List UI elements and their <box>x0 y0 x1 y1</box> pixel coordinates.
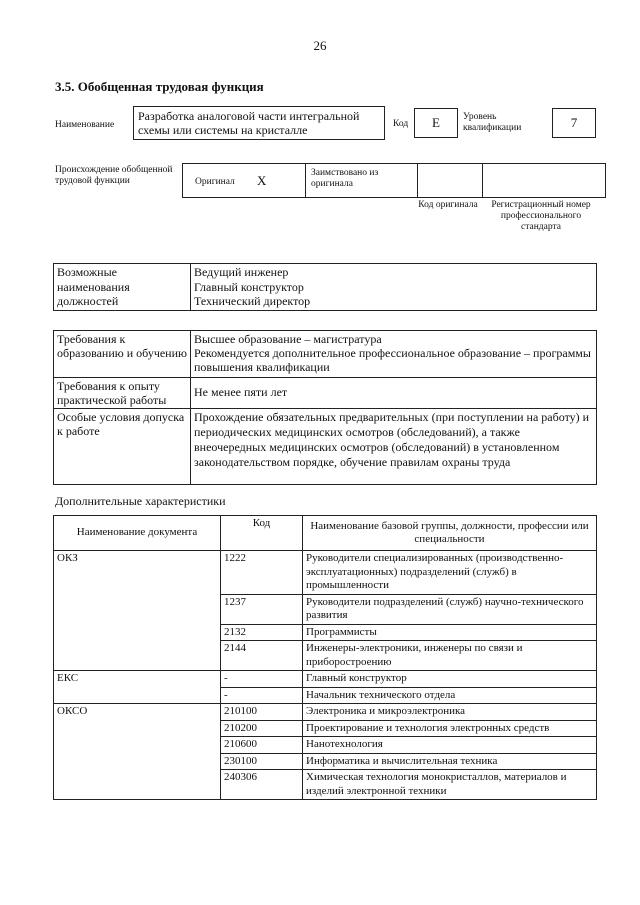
req-line: Рекомендуется дополнительное профессиональное образование – программы повышения квалификации <box>194 346 591 374</box>
qualification-level: 7 <box>552 108 596 138</box>
code-cell: 1222 <box>221 551 303 595</box>
additional-title: Дополнительные характеристики <box>55 494 226 508</box>
code-cell: 210600 <box>221 737 303 754</box>
col-header-name: Наименование базовой группы, должности, профессии или специальности <box>303 516 597 551</box>
req-conditions-label: Особые условия допуска к работе <box>54 409 191 485</box>
name-label: Наименование <box>55 120 115 130</box>
code-label: Код <box>393 119 409 129</box>
section-title: 3.5. Обобщенная трудовая функция <box>55 79 264 94</box>
req-education-label: Требования к образованию и обучению <box>54 331 191 378</box>
code-cell: 210100 <box>221 704 303 721</box>
name-cell: Руководители подразделений (служб) научно-технического развития <box>303 594 597 624</box>
req-line: Высшее образование – магистратура <box>194 332 382 346</box>
function-name: Разработка аналоговой части интегральной схемы или системы на кристалле <box>133 106 385 140</box>
code-cell: 2144 <box>221 641 303 671</box>
name-cell: Главный конструктор <box>303 671 597 688</box>
positions-label: Возможные наименования должностей <box>54 264 191 311</box>
doc-cell: ЕКС <box>54 671 221 704</box>
req-conditions-value: Прохождение обязательных предварительных (при поступлении на работу) и периодических медицинских осмотров (обследований), а также внеочередных медицинских осмотров (обследований) в установленном законодательством порядке, обучение правилам охраны труда <box>191 409 597 485</box>
divider <box>482 163 483 198</box>
origin-table <box>182 163 606 198</box>
divider <box>305 163 306 198</box>
original-label: Оригинал <box>195 177 235 187</box>
code-cell: 1237 <box>221 594 303 624</box>
requirements-table <box>53 330 597 485</box>
position-item: Ведущий инженер <box>194 265 289 279</box>
doc-cell: ОКЗ <box>54 551 221 671</box>
table-row <box>54 704 597 721</box>
position-item: Технический директор <box>194 294 311 308</box>
origin-label: Происхождение обобщенной трудовой функции <box>55 165 173 186</box>
name-cell: Химическая технология монокристаллов, материалов и изделий электронной техники <box>303 770 597 800</box>
reg-number-label: Регистрационный номер профессионального стандарта <box>491 200 591 232</box>
col-header-document: Наименование документа <box>54 516 221 551</box>
name-cell: Информатика и вычислительная техника <box>303 753 597 770</box>
code-cell: 230100 <box>221 753 303 770</box>
col-header-code: Код <box>221 516 303 551</box>
position-item: Главный конструктор <box>194 279 304 294</box>
name-cell: Начальник технического отдела <box>303 687 597 704</box>
page-number: 26 <box>313 38 327 53</box>
code-original-label: Код оригинала <box>418 200 478 210</box>
name-cell: Руководители специализированных (производственно-эксплуатационных) подразделений (служб) в промышленности <box>303 551 597 595</box>
name-cell: Электроника и микроэлектроника <box>303 704 597 721</box>
code-cell: 240306 <box>221 770 303 800</box>
name-cell: Инженеры-электроники, инженеры по связи и приборостроению <box>303 641 597 671</box>
name-cell: Программисты <box>303 624 597 641</box>
req-experience-label: Требования к опыту практической работы <box>54 378 191 409</box>
code-cell: 210200 <box>221 720 303 737</box>
doc-cell: ОКСО <box>54 704 221 800</box>
table-row <box>54 671 597 688</box>
positions-table <box>53 263 597 311</box>
table-row <box>54 551 597 595</box>
code-cell: - <box>221 671 303 688</box>
borrowed-label: Заимствовано из оригинала <box>311 168 379 189</box>
function-code: E <box>414 108 458 138</box>
name-cell: Нанотехнология <box>303 737 597 754</box>
req-education-value <box>191 331 597 378</box>
divider <box>417 163 418 198</box>
level-label: Уровень квалификации <box>463 112 522 133</box>
original-mark: X <box>257 173 267 188</box>
code-cell: 2132 <box>221 624 303 641</box>
req-experience-value: Не менее пяти лет <box>191 378 597 409</box>
characteristics-table <box>53 515 597 800</box>
positions-list <box>191 264 597 311</box>
name-cell: Проектирование и технология электронных средств <box>303 720 597 737</box>
code-cell: - <box>221 687 303 704</box>
